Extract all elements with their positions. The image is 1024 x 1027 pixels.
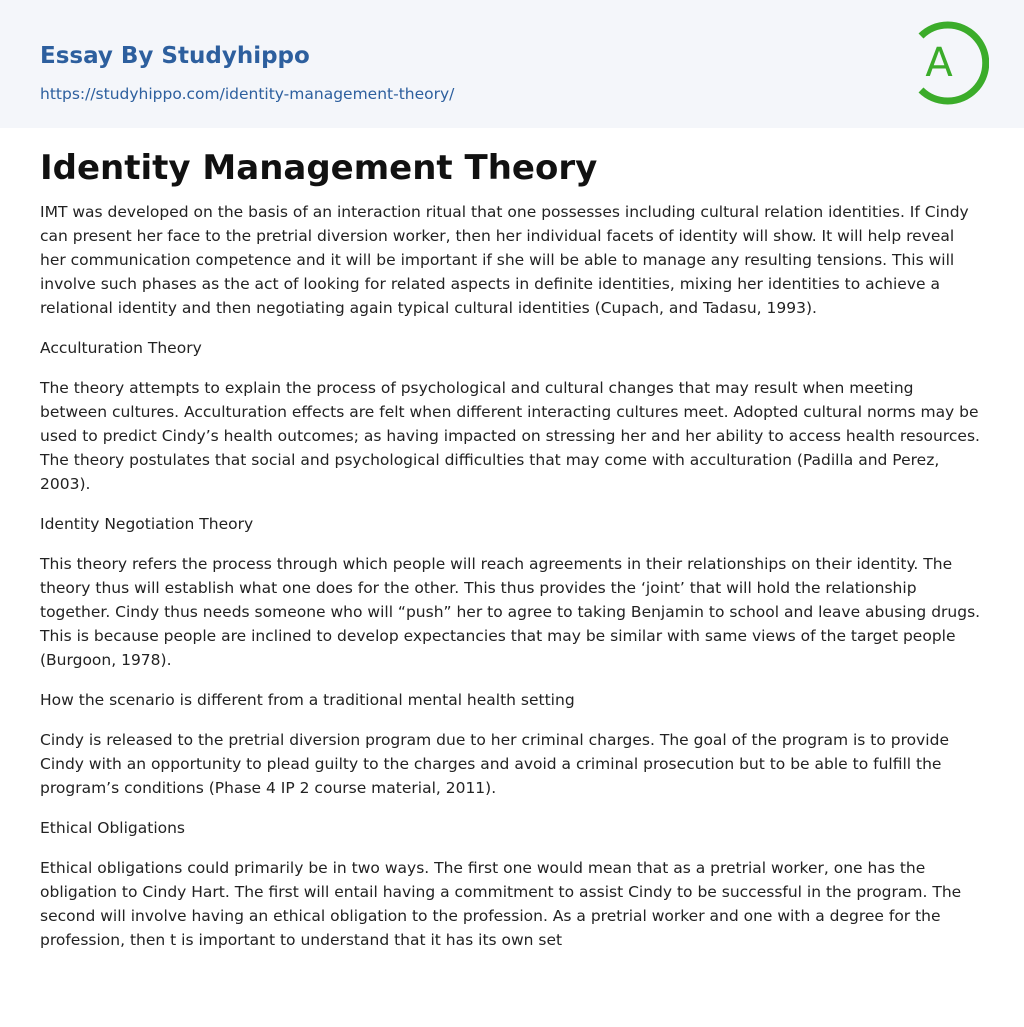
- section-heading: Identity Negotiation Theory: [40, 515, 254, 533]
- paragraph: Ethical obligations could primarily be in two ways. The first one would mean that as a pretrial worker, one has the obligation to Cindy Hart. The first will entail having a commitment to assist Cindy to be successful in the program. The second will involve having an ethical obligation to the profession. As a pretrial worker and one with a degree for the profession, then t is important to understand that it has its own set: [40, 859, 962, 949]
- paragraph: This theory refers the process through which people will reach agreements in their relationships on their identity. The theory thus will establish what one does for the other. This thus provides the ‘joint’ that will hold the relationship together. Cindy thus needs someone who will “push” her to agree to taking Benjamin to school and leave abusing drugs. This is because people are inclined to develop expectancies that may be similar with same views of the target people (Burgoon, 1978).: [40, 555, 981, 669]
- section-heading: How the scenario is different from a traditional mental health setting: [40, 691, 575, 709]
- paragraph: IMT was developed on the basis of an interaction ritual that one possesses including cultural relation identities. If Cindy can present her face to the pretrial diversion worker, then her individual facets of identity will show. It will help reveal her communication competence and it will be important if she will be able to manage any resulting tensions. This will involve such phases as the act of looking for related aspects in definite identities, mixing her identities to achieve a relational identity and then negotiating again typical cultural identities (Cupach, and Tadasu, 1993).: [40, 203, 969, 317]
- site-header: [0, 0, 1024, 128]
- section-heading: Ethical Obligations: [40, 819, 186, 837]
- paragraph: Cindy is released to the pretrial diversion program due to her criminal charges. The goal of the program is to provide Cindy with an opportunity to plead guilty to the charges and avoid a criminal prosecution but to be able to fulfill the program’s conditions (Phase 4 IP 2 course material, 2011).: [40, 731, 949, 797]
- site-brand[interactable]: Essay By Studyhippo: [40, 43, 310, 69]
- page-url-link[interactable]: https://studyhippo.com/identity-management-theory/: [40, 85, 455, 103]
- studyhippo-logo-icon[interactable]: [909, 19, 989, 107]
- paragraph: The theory attempts to explain the process of psychological and cultural changes that may result when meeting between cultures. Acculturation effects are felt when different interacting cultures meet. Adopted cultural norms may be used to predict Cindy’s health outcomes; as having impacted on stressing her and her ability to access health resources. The theory postulates that social and psychological difficulties that may come with acculturation (Padilla and Perez, 2003).: [40, 379, 980, 493]
- section-heading: Acculturation Theory: [40, 339, 202, 357]
- page-title: Identity Management Theory: [40, 148, 598, 188]
- logo-letter: A: [925, 40, 953, 86]
- article-content: [40, 144, 984, 968]
- article-body: [40, 200, 984, 952]
